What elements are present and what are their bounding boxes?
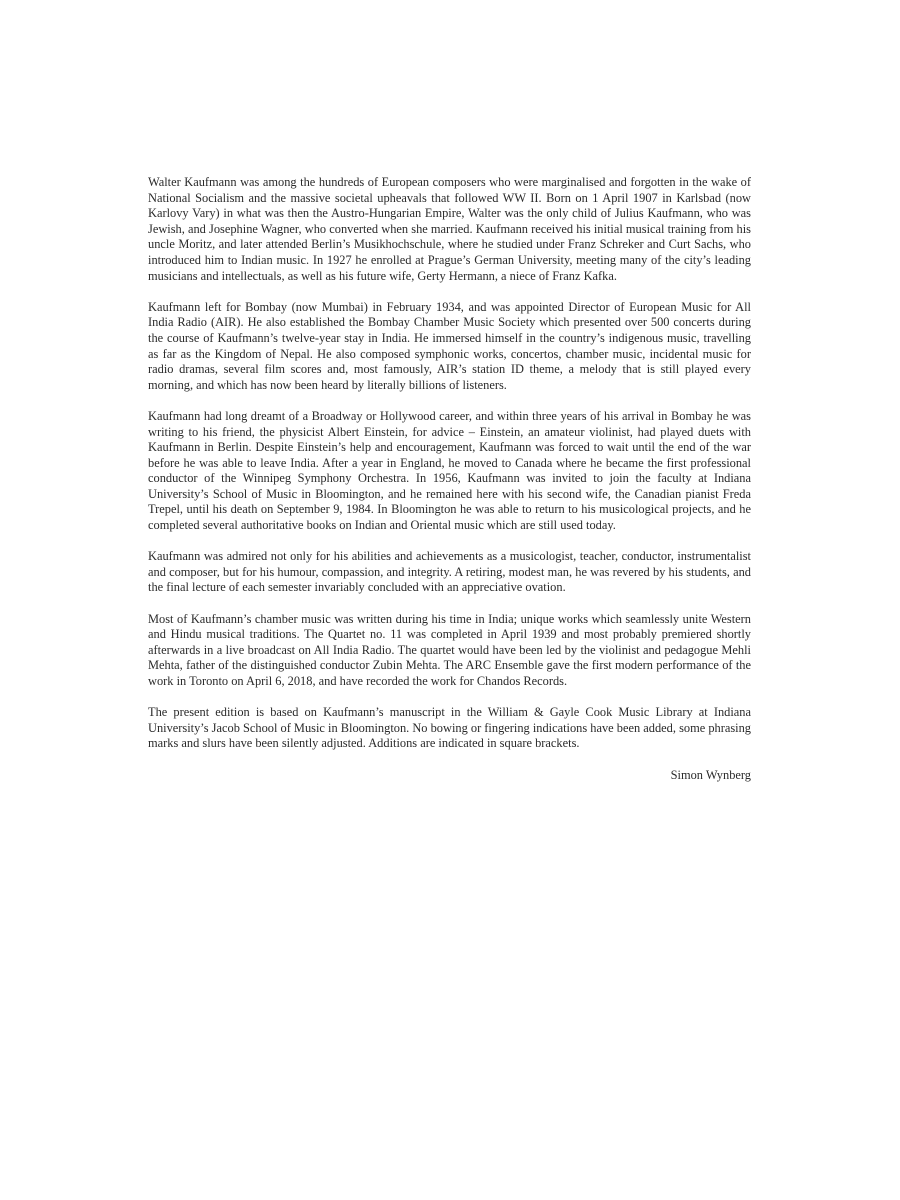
- author-signature: Simon Wynberg: [670, 767, 751, 782]
- paragraph-bombay-years: Kaufmann left for Bombay (now Mumbai) in February 1934, and was appointed Director of European Music for All India Radio (AIR). He also established the Bombay Chamber Music Society which presented over 500 concerts during the course of Kaufmann’s twelve-year stay in India. He immersed himself in the country’s indigenous music, travelling as far as the Kingdom of Nepal. He also composed symphonic works, concertos, chamber music, incidental music for radio dramas, several film scores and, most famously, AIR’s station ID theme, a melody that is still played every morning, and which has now been heard by literally billions of listeners.: [148, 299, 751, 392]
- paragraph-chamber-music: Most of Kaufmann’s chamber music was written during his time in India; unique works which seamlessly unite Western and Hindu musical traditions. The Quartet no. 11 was completed in April 1939 and most probably premiered shortly afterwards in a live broadcast on All India Radio. The quartet would have been led by the violinist and pedagogue Mehli Mehta, father of the distinguished conductor Zubin Mehta. The ARC Ensemble gave the first modern performance of the work in Toronto on April 6, 2018, and have recorded the work for Chandos Records.: [148, 611, 751, 688]
- paragraph-edition-note: The present edition is based on Kaufmann’s manuscript in the William & Gayle Cook Music Library at Indiana University’s Jacob School of Music in Bloomington. No bowing or fingering indications have been added, some phrasing marks and slurs have been silently adjusted. Additions are indicated in square brackets.: [148, 705, 751, 751]
- paragraph-emigration: Kaufmann had long dreamt of a Broadway or Hollywood career, and within three years of his arrival in Bombay he was writing to his friend, the physicist Albert Einstein, for advice – Einstein, an amateur violinist, had played duets with Kaufmann in Berlin. Despite Einstein’s help and encouragement, Kaufmann was forced to wait until the end of the war before he was able to leave India. After a year in England, he moved to Canada where he became the first professional conductor of the Winnipeg Symphony Orchestra. In 1956, Kaufmann was invited to join the faculty at Indiana University’s School of Music in Bloomington, and he remained here with his second wife, the Canadian pianist Freda Trepel, until his death on September 9, 1984. In Bloomington he was able to return to his musicological projects, and he completed several authoritative books on Indian and Oriental music which are still used today.: [148, 408, 751, 533]
- paragraph-biography-intro: Walter Kaufmann was among the hundreds of European composers who were marginalised and forgotten in the wake of National Socialism and the massive societal upheavals that followed WW II. Born on 1 April 1907 in Karlsbad (now Karlovy Vary) in what was then the Austro-Hungarian Empire, Walter was the only child of Julius Kaufmann, who was Jewish, and Josephine Wagner, who converted when she married. Kaufmann received his initial musical training from his uncle Moritz, and later attended Berlin’s Musikhochschule, where he studied under Franz Schreker and Curt Sachs, who introduced him to Indian music. In 1927 he enrolled at Prague’s German University, meeting many of the city’s leading musicians and intellectuals, as well as his future wife, Gerty Hermann, a niece of Franz Kafka.: [148, 175, 751, 283]
- document-page: [148, 175, 751, 783]
- paragraph-character: Kaufmann was admired not only for his abilities and achievements as a musicologist, teacher, conductor, instrumentalist and composer, but for his humour, compassion, and integrity. A retiring, modest man, he was revered by his students, and the final lecture of each semester invariably concluded with an appreciative ovation.: [148, 549, 751, 595]
